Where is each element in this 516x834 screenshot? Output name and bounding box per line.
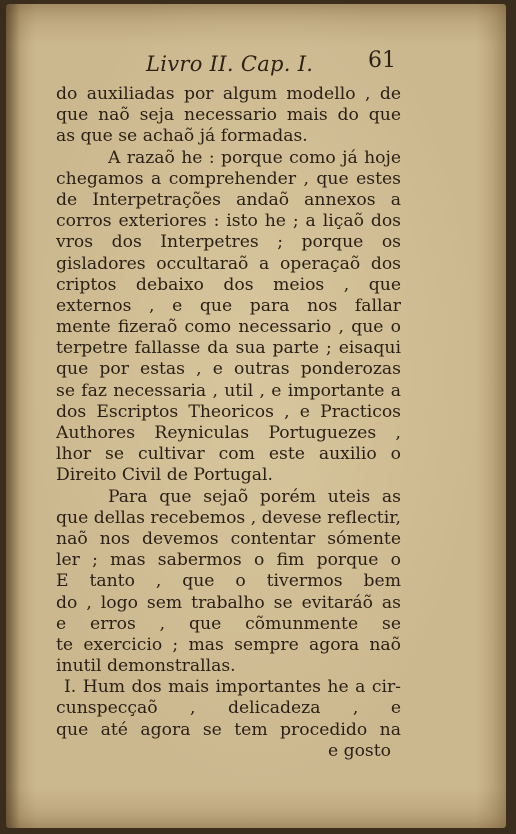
text-line: e gosto	[327, 740, 391, 761]
text-line: naõ nos devemos contentar sómente	[56, 528, 401, 549]
text-line: vros dos Interpetres ; porque os	[56, 232, 401, 253]
text-line: do auxiliadas por algum modello , de	[56, 84, 401, 104]
book-page	[6, 4, 506, 828]
text-line: E tanto , que o tivermos bem	[56, 571, 401, 592]
text-line: cunspecçaõ , delicadeza , e	[56, 698, 401, 719]
text-line: criptos debaixo dos meios , que	[56, 274, 401, 295]
text-line: Para que sejaõ porém uteis as	[108, 486, 401, 507]
page-header	[6, 44, 506, 84]
text-line: mente fizeraõ como necessario , que o	[56, 317, 401, 338]
text-line: que dellas recebemos , devese reflectir,	[56, 507, 401, 528]
text-line: A razaõ he : porque como já hoje	[108, 147, 401, 168]
text-line: inutil demonstrallas.	[56, 656, 236, 677]
text-line: que por estas , e outras ponderozas	[56, 359, 401, 380]
text-line: terpetre fallasse da sua parte ; eisaqui	[56, 338, 401, 359]
text-line: Authores Reyniculas Portuguezes ,	[56, 423, 401, 443]
text-line: as que se achaõ já formadas.	[56, 126, 308, 147]
text-line: Direito Civil de Portugal.	[56, 465, 273, 486]
text-line: externos , e que para nos fallar	[56, 295, 401, 316]
body-text	[56, 84, 401, 762]
text-line: e erros , que cõmunmente se	[56, 613, 401, 634]
text-line: se faz necessaria , util , e importante a	[56, 380, 401, 401]
page-number: 61	[368, 48, 396, 73]
text-line: do , logo sem trabalho se evitaráõ as	[56, 592, 401, 613]
text-line: que até agora se tem procedido na	[56, 719, 401, 740]
text-line: te exercicio ; mas sempre agora naõ	[56, 634, 401, 655]
text-line: de Interpetrações andaõ annexos a	[56, 189, 401, 210]
text-line: gisladores occultaraõ a operaçaõ dos	[56, 253, 401, 274]
text-line: lhor se cultivar com este auxilio o	[56, 444, 401, 465]
running-head: Livro II. Cap. I.	[146, 52, 314, 76]
text-line: I. Hum dos mais importantes he a cir-	[64, 677, 401, 698]
page-gutter-shadow	[6, 4, 20, 828]
text-line: que naõ seja necessario mais do que	[56, 105, 401, 126]
text-line: dos Escriptos Theoricos , e Practicos	[56, 401, 401, 422]
text-line: ler ; mas sabermos o fim porque o	[56, 550, 401, 571]
text-line: corros exteriores : isto he ; a liçaõ dos	[56, 211, 401, 232]
text-line: chegamos a comprehender , que estes	[56, 168, 401, 189]
